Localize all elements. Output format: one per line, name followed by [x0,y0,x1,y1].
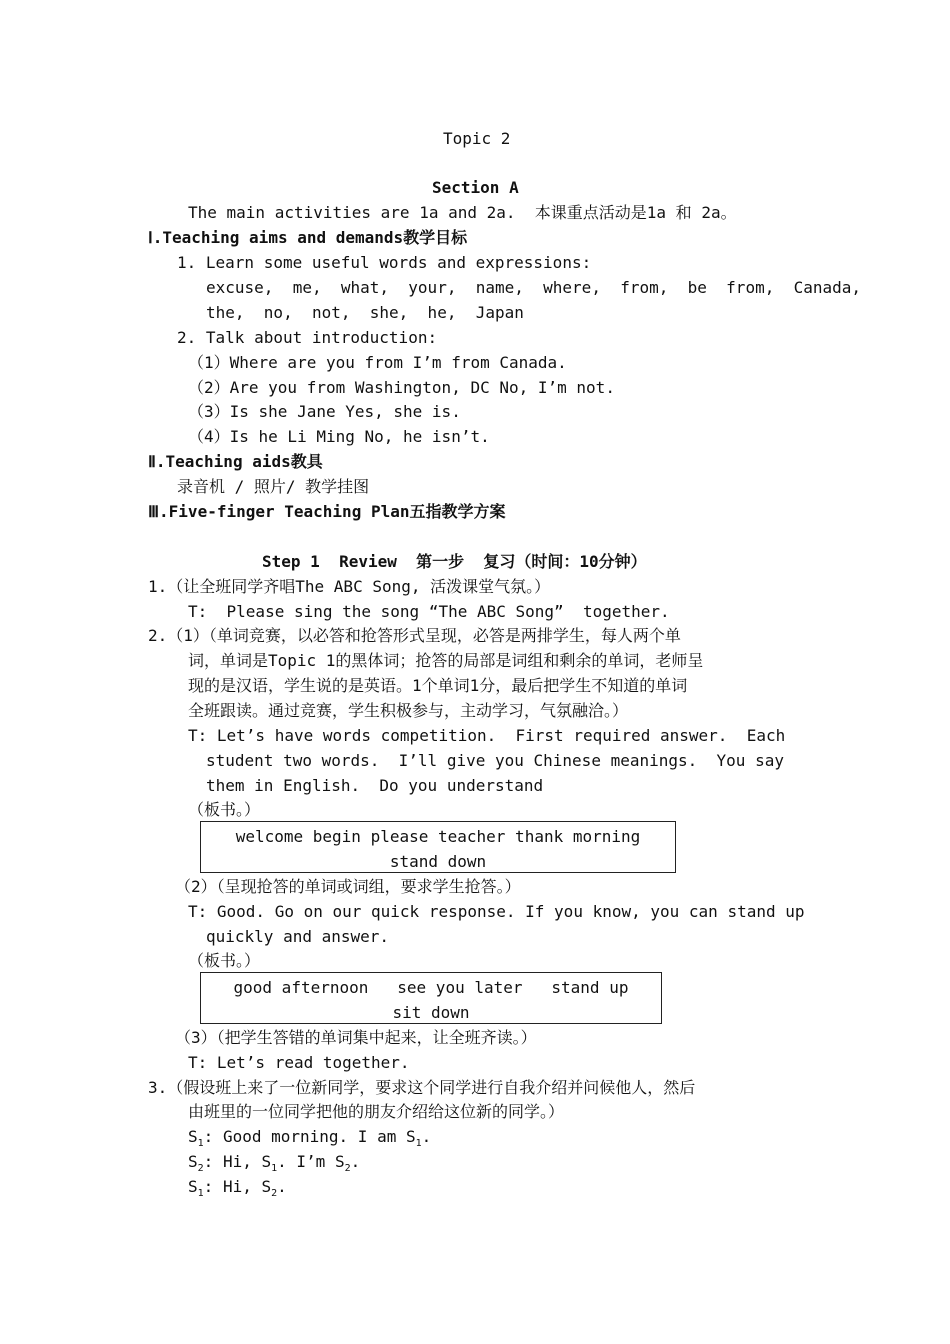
step1-para-1: 1.（让全班同学齐唱The ABC Song, 活泼课堂气氛。） [148,577,551,596]
aims-sentence-4: （4）Is he Li Ming No, he isn’t. [188,427,490,446]
aims-item-1: 1. Learn some useful words and expressions: [177,253,592,272]
step1-para-2-line-d: 全班跟读。通过竞赛，学生积极参与，主动学习，气氛融洽。） [188,701,629,720]
dialogue-line-1: $S_1$: Good morning. I am $S_1$. [188,1127,432,1149]
blackboard-box-1-line-1: welcome begin please teacher thank morning [235,827,641,846]
aims-words-line-1: excuse, me, what, your, name, where, from, be from, Canada, [206,278,862,297]
step1-para-2-teacher-2: student two words. I’ll give you Chinese meanings. You say [206,751,784,770]
dialogue-line-2: $S_2$: Hi, $S_1$. I’m $S_2$. [188,1152,361,1174]
step1-para-2-line-a: 2.（1）（单词竞赛，以必答和抢答形式呈现，必答是两排学生，每人两个单 [148,626,681,645]
step1-para-2-2-teacher-2: quickly and answer. [206,927,390,946]
aims-sentence-1: （1）Where are you from I’m from Canada. [188,353,567,372]
aids-heading: Ⅱ.Teaching aids教具 [148,452,323,471]
blackboard-box-1 [200,821,676,873]
aims-item-2: 2. Talk about introduction: [177,328,438,347]
step1-para-2-3: （3）（把学生答错的单词集中起来，让全班齐读。） [175,1028,537,1047]
aims-words-line-2: the, no, not, she, he, Japan [206,303,524,322]
board-note-2: （板书。） [188,951,261,970]
aims-heading: Ⅰ.Teaching aims and demands教学目标 [148,228,468,247]
section-title: Section A [432,178,519,197]
step1-para-2-line-c: 现的是汉语，学生说的是英语。1个单词1分，最后把学生不知道的单词 [188,676,688,695]
blackboard-box-2-line-2: sit down [392,1003,470,1022]
blackboard-box-2-line-1: good afternoon see you later stand up [233,978,629,997]
step1-para-2-line-b: 词，单词是Topic 1的黑体词；抢答的局部是词组和剩余的单词，老师呈 [188,651,704,670]
plan-heading: Ⅲ.Five-finger Teaching Plan五指教学方案 [148,502,506,521]
step1-title: Step 1 Review 第一步 复习（时间：10分钟） [262,552,647,571]
step1-para-2-teacher-1: T: Let’s have words competition. First required answer. Each [188,726,786,745]
step1-para-3-line-a: 3.（假设班上来了一位新同学，要求这个同学进行自我介绍并问候他人，然后 [148,1078,696,1097]
blackboard-box-1-line-2: stand down [389,852,487,871]
step1-para-1-teacher: T: Please sing the song “The ABC Song” together. [188,602,670,621]
aims-sentence-2: （2）Are you from Washington, DC No, I’m not. [188,378,615,397]
step1-para-2-teacher-3: them in English. Do you understand [206,776,544,795]
step1-para-3-line-b: 由班里的一位同学把他的朋友介绍给这位新的同学。） [188,1102,565,1121]
step1-para-2-2-teacher-1: T: Good. Go on our quick response. If you know, you can stand up [188,902,805,921]
blackboard-box-2 [200,972,662,1024]
step1-para-2-3-teacher: T: Let’s read together. [188,1053,410,1072]
step1-para-2-2: （2）（呈现抢答的单词或词组，要求学生抢答。） [175,877,521,896]
dialogue-line-3: $S_1$: Hi, $S_2$. [188,1177,287,1199]
topic-title: Topic 2 [443,129,511,148]
aims-sentence-3: （3）Is she Jane Yes, she is. [188,402,461,421]
intro-line: The main activities are 1a and 2a. 本课重点活动是1a 和 2a。 [188,203,737,222]
aids-content: 录音机 / 照片/ 教学挂图 [177,477,370,496]
board-note-1: （板书。） [188,800,261,819]
